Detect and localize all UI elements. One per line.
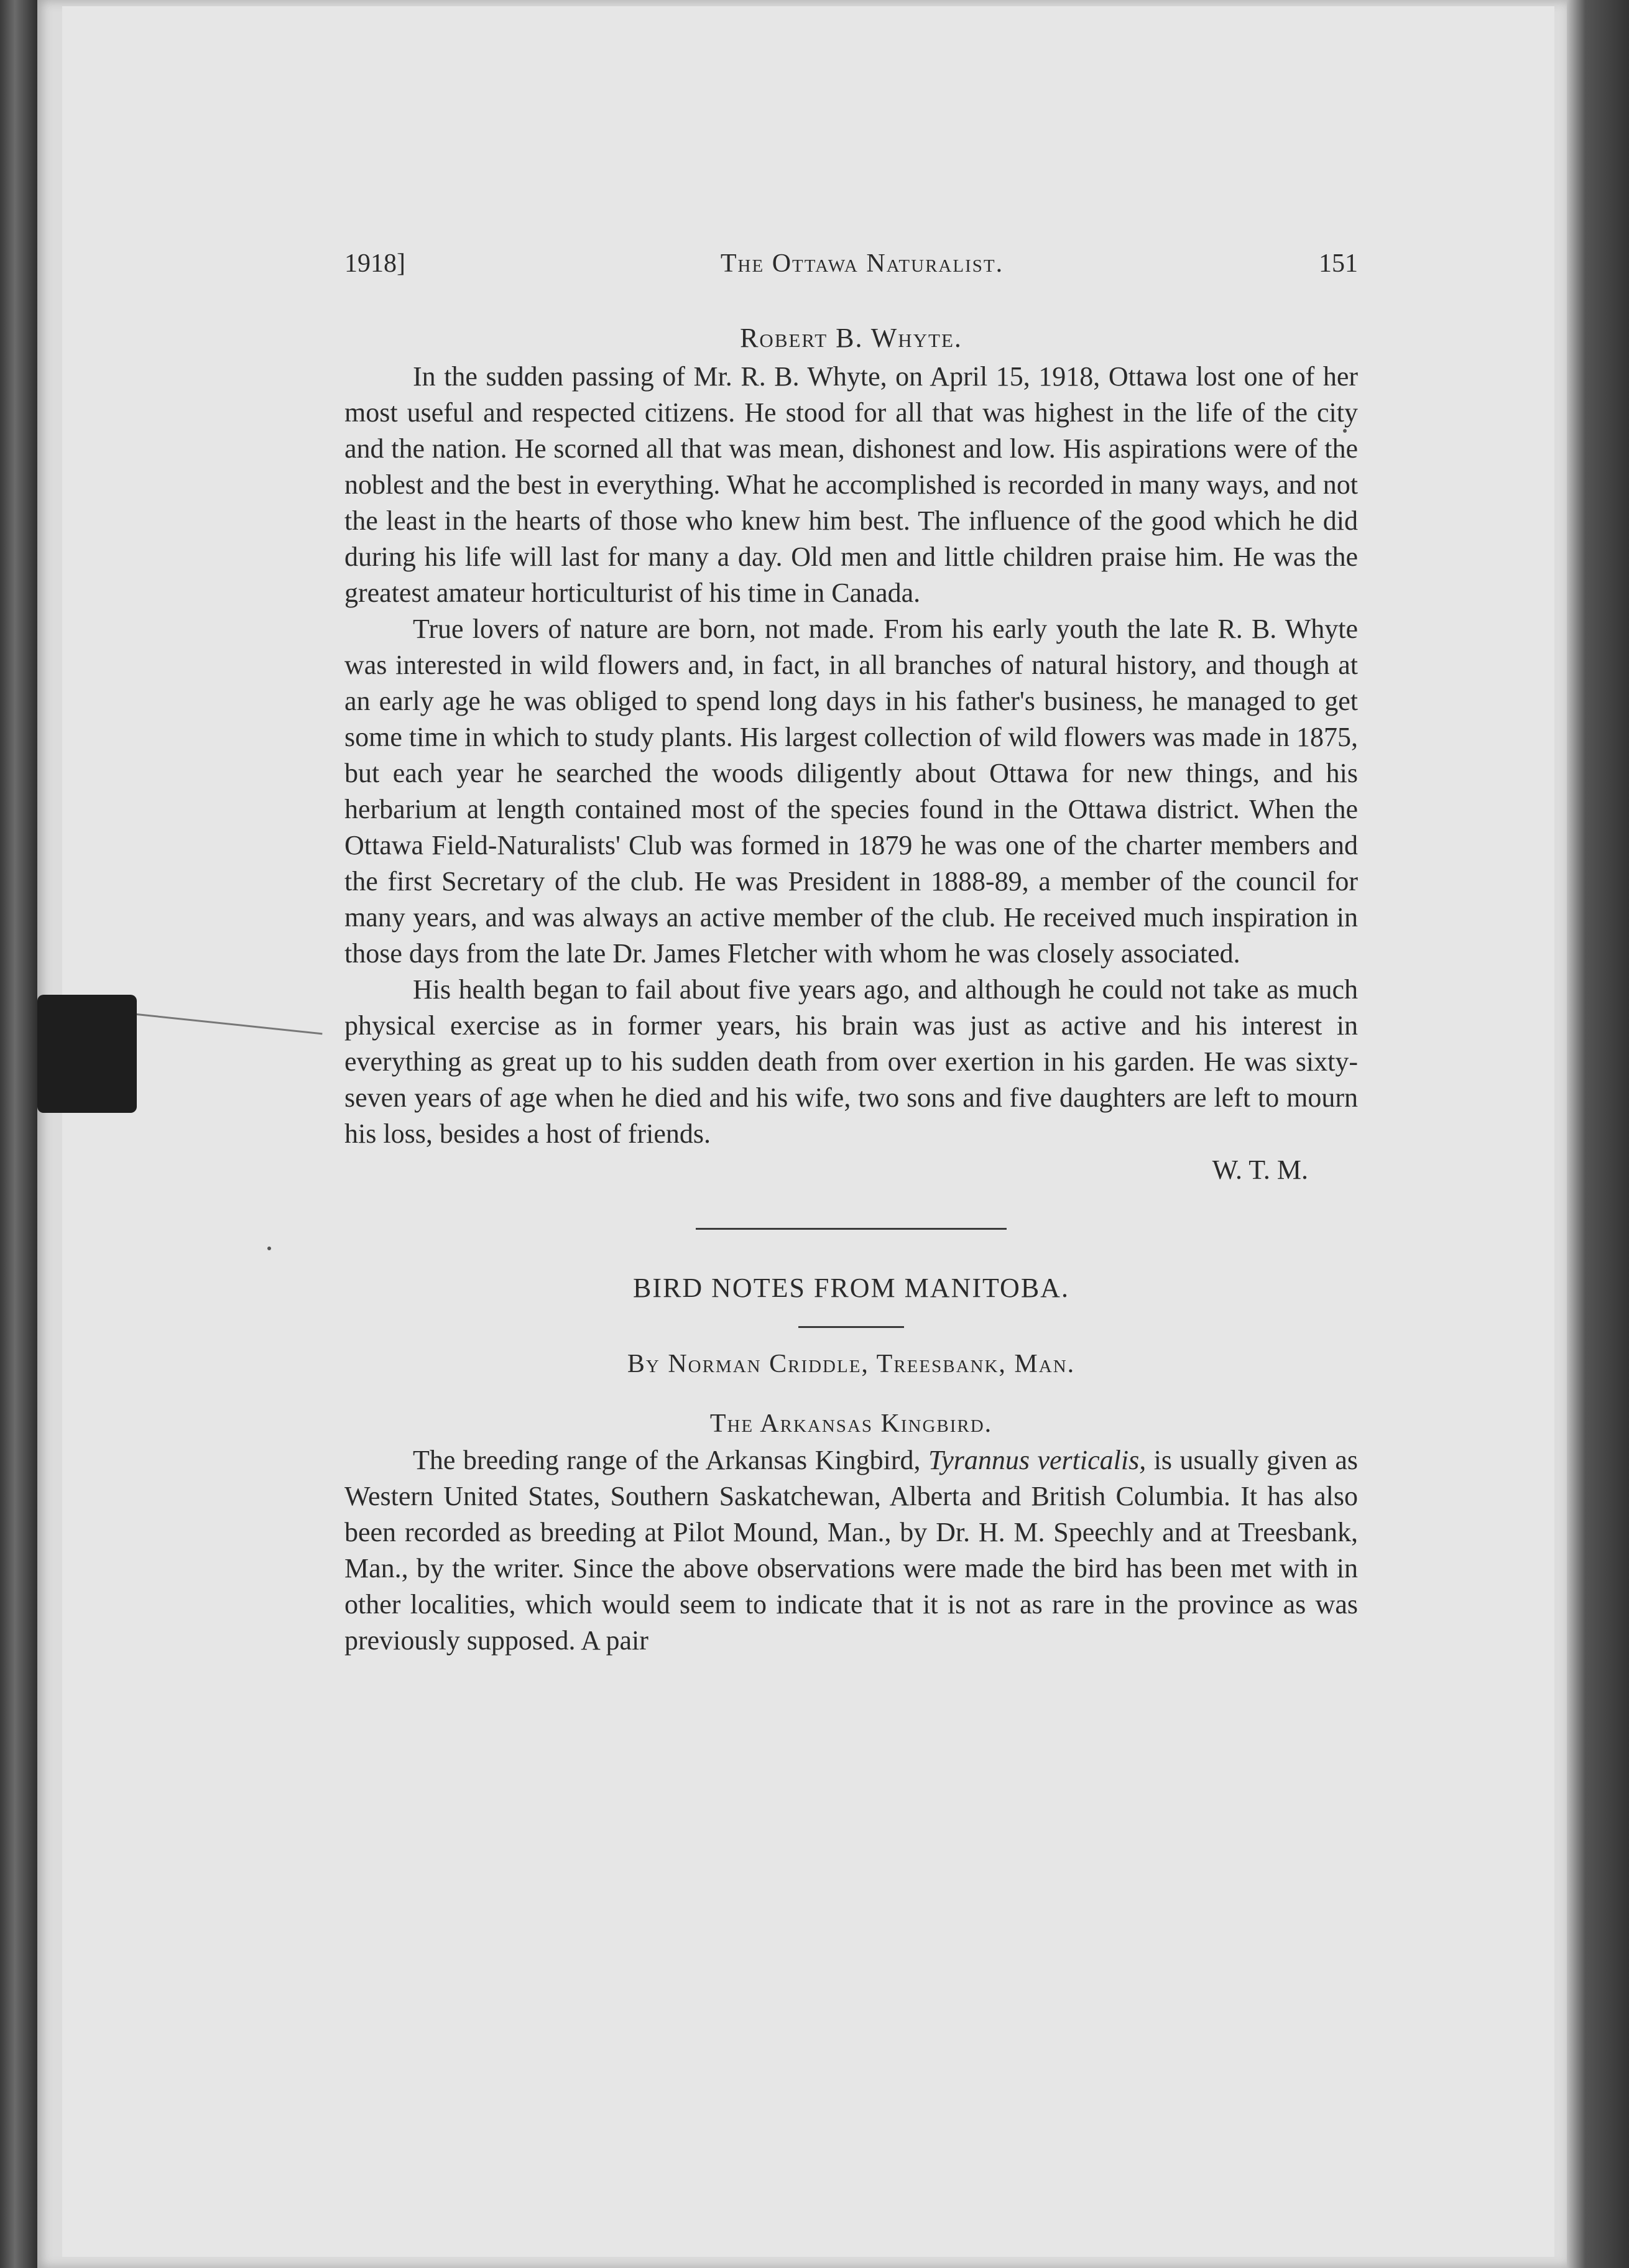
section-divider [696, 1228, 1007, 1230]
binding-edge [0, 0, 37, 2268]
obituary-title: Robert B. Whyte. [740, 323, 962, 353]
paragraph-body: is usually given as Western United States, Southern Saskatchewan, Alberta and British Columbia. It has also been recorded as breeding at Pilot Mound, Man., by Dr. H. M. Speechly and at Treesbank, Man., by the writer. Since the above observations were made the bird has been met with in other localities, which would seem to indicate that it is not as rare in the province as was previously supposed. A pair [344, 1445, 1359, 1656]
obituary-paragraph-1: In the sudden passing of Mr. R. B. Whyte, on April 15, 1918, Ottawa lost one of her most useful and respected citizens. He stood for all that was highest in the life of the city and the nation. He scorned all that was mean, dishonest and low. His aspirations were of the noblest and the best in everything. What he accomplished is recorded in many ways, and not the least in the hearts of those who knew him best. The influence of the good which he did during his life will last for many a day. Old men and little children praise him. He was the greatest amateur horticulturist of his time in Canada. [344, 361, 1358, 608]
running-head-journal: The Ottawa Naturalist. [720, 249, 1004, 278]
binding-tab-mark [37, 995, 137, 1113]
scan-border [1567, 0, 1629, 2268]
page-number: 151 [1319, 249, 1358, 278]
dust-speck [267, 1247, 271, 1250]
obituary-paragraph-3: His health began to fail about five years ago, and although he could not take as much physical exercise as in former years, his brain was just as active and his interest in everything as great up to his sudden death from over exertion in his garden. He was sixty-seven years of age when he died and his wife, two sons and five daughters are left to mourn his loss, besides a host of friends. [344, 974, 1358, 1149]
running-head [344, 249, 1358, 286]
article-paragraph [344, 1442, 1358, 1659]
article-title: BIRD NOTES FROM MANITOBA. [633, 1273, 1069, 1303]
running-head-year: 1918] [344, 249, 405, 278]
article-byline: By Norman Criddle, Treesbank, Man. [627, 1350, 1076, 1378]
species-name: Tyrannus verticalis, [928, 1445, 1147, 1475]
paragraph-lead: The breeding range of the Arkansas Kingbird, [413, 1445, 929, 1475]
title-rule [798, 1326, 904, 1328]
section-heading: The Arkansas Kingbird. [709, 1409, 993, 1438]
obituary-paragraph-2: True lovers of nature are born, not made. From his early youth the late R. B. Whyte was interested in wild flowers and, in fact, in all branches of natural history, and though at an early age he was obliged to spend long days in his father's business, he managed to get some time in which to study plants. His largest collection of wild flowers was made in 1875, but each year he searched the woods diligently about Ottawa for new things, and his herbarium at length contained most of the species found in the Ottawa district. When the Ottawa Field-Naturalists' Club was formed in 1879 he was one of the charter members and the first Secretary of the club. He was President in 1888-89, a member of the council for many years, and was always an active member of the club. He received much inspiration in those days from the late Dr. James Fletcher with whom he was closely associated. [344, 614, 1358, 969]
obituary-signature: W. T. M. [1212, 1155, 1308, 1185]
journal-page [37, 0, 1567, 2268]
page-text [344, 249, 1358, 1659]
